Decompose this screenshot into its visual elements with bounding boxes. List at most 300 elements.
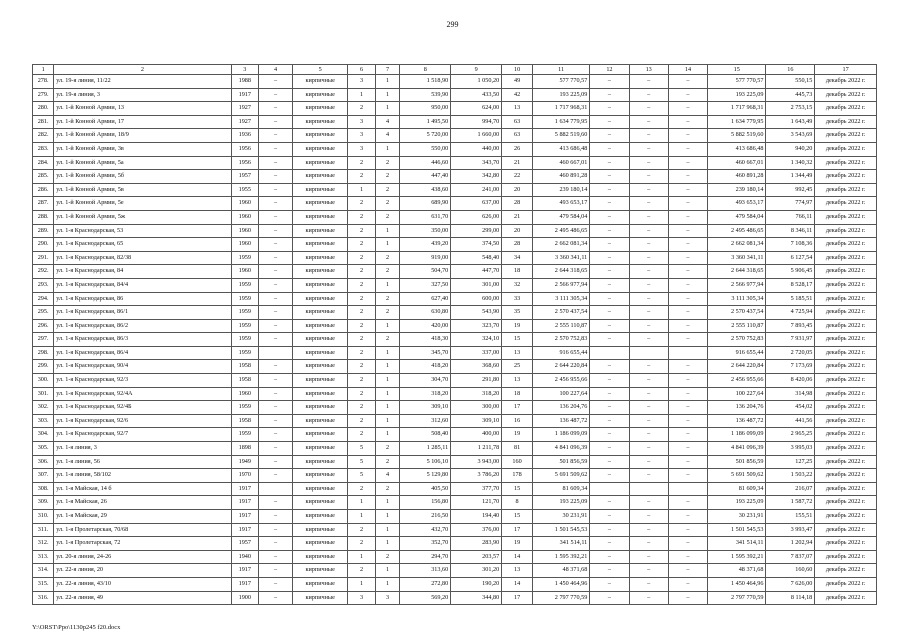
table-cell: 278. [33,75,54,89]
table-cell: 548,40 [451,251,502,265]
table-cell: – [590,115,629,129]
table-cell: 193 225,09 [532,88,589,102]
table-cell: 30 231,91 [532,510,589,524]
table-cell: декабрь 2022 г. [815,401,877,415]
table-cell: 281. [33,115,54,129]
table-cell: – [629,183,668,197]
table-cell: ул. 1-я Майская, 29 [54,510,231,524]
table-cell: 297. [33,333,54,347]
table-cell: 1898 [231,442,259,456]
table-cell: 288. [33,210,54,224]
table-cell: 2 495 486,65 [532,224,589,238]
table-cell: 631,70 [400,210,451,224]
table-cell: 1927 [231,102,259,116]
table-cell: 318,20 [451,387,502,401]
table-cell: ул. 1-я Краснодарская, 92/6 [54,414,231,428]
table-cell: ул. 1-й Конной Армии, 5ж [54,210,231,224]
table-cell: – [259,387,293,401]
table-cell: 302. [33,401,54,415]
table-cell: 1959 [231,278,259,292]
table-cell: декабрь 2022 г. [815,156,877,170]
table-cell: ул. 1-й Конной Армии, 3в [54,142,231,156]
table-cell: 2 [375,170,399,184]
table-row [33,564,877,578]
table-row [33,306,877,320]
table-cell: 1959 [231,292,259,306]
table-cell: 239 180,14 [708,183,766,197]
table-cell: 441,56 [766,414,815,428]
table-cell: 337,00 [451,346,502,360]
table-cell: декабрь 2022 г. [815,142,877,156]
table-cell: – [629,455,668,469]
table-cell: 301,00 [451,278,502,292]
table-row [33,197,877,211]
table-cell: кирпичные [293,591,348,605]
table-cell: 994,70 [451,115,502,129]
table-row [33,88,877,102]
table-cell: 2 [375,251,399,265]
table-cell: 194,40 [451,510,502,524]
table-cell: 1 518,90 [400,75,451,89]
table-cell: – [629,88,668,102]
table-cell: 300. [33,374,54,388]
table-cell: ул. 1-я Краснодарская, 92/4Б [54,401,231,415]
table-cell: кирпичные [293,482,348,496]
table-cell: 341 514,11 [532,537,589,551]
table-cell: ул. 1-я Краснодарская, 65 [54,238,231,252]
table-cell: 1959 [231,333,259,347]
table-cell: 345,70 [400,346,451,360]
table-cell: 20 [502,183,533,197]
column-header: 13 [629,65,668,75]
table-cell: 543,90 [451,306,502,320]
table-cell: 1940 [231,550,259,564]
table-cell: 3 995,03 [766,442,815,456]
table-cell: 1958 [231,374,259,388]
table-row [33,183,877,197]
table-cell: 1 050,20 [451,75,502,89]
table-cell: ул. 1-я линия, 56 [54,455,231,469]
table-cell: 3 786,20 [451,469,502,483]
table-cell: 155,51 [766,510,815,524]
table-cell: 17 [502,591,533,605]
column-header: 2 [54,65,231,75]
table-row [33,469,877,483]
table-cell: 1 [375,387,399,401]
table-cell: 18 [502,265,533,279]
table-cell: – [629,496,668,510]
table-cell: – [259,278,293,292]
table-cell: 600,00 [451,292,502,306]
table-cell: – [668,510,707,524]
table-cell: – [668,442,707,456]
table-cell: 203,57 [451,550,502,564]
table-cell: кирпичные [293,496,348,510]
table-cell: 2 [348,414,376,428]
table-cell: кирпичные [293,115,348,129]
table-cell: 2 [375,183,399,197]
table-cell: – [668,115,707,129]
table-cell: 100 227,64 [708,387,766,401]
table-cell: – [668,550,707,564]
page-number: 299 [446,20,459,29]
table-cell: – [668,210,707,224]
table-cell: 48 371,68 [708,564,766,578]
column-header: 8 [400,65,451,75]
table-cell: 2 797 770,59 [532,591,589,605]
table-cell: – [259,75,293,89]
table-cell: – [668,360,707,374]
table-cell: – [629,374,668,388]
table-cell: 286. [33,183,54,197]
table-cell: 312,60 [400,414,451,428]
table-cell: – [668,170,707,184]
table-cell: 2 [348,306,376,320]
table-cell: – [590,564,629,578]
table-cell: кирпичные [293,360,348,374]
table-cell: – [259,292,293,306]
table-cell: 287. [33,197,54,211]
table-cell: 950,00 [400,102,451,116]
table-cell: – [668,537,707,551]
table-cell: – [668,469,707,483]
table-cell: 323,70 [451,319,502,333]
table-cell: 493 653,17 [532,197,589,211]
table-cell: 14 [502,550,533,564]
table-cell: 15 [502,333,533,347]
table-cell: 2 570 752,83 [532,333,589,347]
table-cell: – [590,156,629,170]
table-cell: – [590,469,629,483]
table-cell: кирпичные [293,319,348,333]
table-cell: 13 [502,102,533,116]
table-cell: 28 [502,238,533,252]
table-cell: кирпичные [293,333,348,347]
table-cell: 5 906,45 [766,265,815,279]
table-cell: 1956 [231,142,259,156]
table-cell: декабрь 2022 г. [815,224,877,238]
table-cell: 33 [502,292,533,306]
table-cell: 4 725,94 [766,306,815,320]
table-cell: кирпичные [293,537,348,551]
table-cell: 239 180,14 [532,183,589,197]
table-cell: – [668,278,707,292]
table-cell: 313,60 [400,564,451,578]
table-cell: 2 [348,374,376,388]
table-cell: 440,00 [451,142,502,156]
table-cell: 7 626,00 [766,577,815,591]
table-cell: 3 [348,75,376,89]
table-cell: 1 595 392,21 [532,550,589,564]
table-cell: 2 720,05 [766,346,815,360]
table-row [33,251,877,265]
table-cell: кирпичные [293,414,348,428]
table-cell: 368,60 [451,360,502,374]
table-cell: – [590,183,629,197]
table-cell: 1960 [231,224,259,238]
table-cell: – [590,210,629,224]
table-cell: декабрь 2022 г. [815,469,877,483]
table-cell: – [668,75,707,89]
table-cell: 63 [502,115,533,129]
table-cell [590,346,629,360]
table-cell: 1 186 099,09 [708,428,766,442]
table-cell: 577 770,57 [532,75,589,89]
table-cell: ул. 22-я линия, 49 [54,591,231,605]
table-cell: декабрь 2022 г. [815,238,877,252]
table-cell: 299,00 [451,224,502,238]
table-cell: 550,15 [766,75,815,89]
table-cell: 1960 [231,197,259,211]
table-cell: – [259,183,293,197]
table-cell: – [590,333,629,347]
table-cell: – [668,238,707,252]
table-cell: кирпичные [293,75,348,89]
table-cell: – [590,265,629,279]
table-cell: 193 225,09 [532,496,589,510]
table-cell: 376,00 [451,523,502,537]
table-cell [259,346,293,360]
table-cell: – [590,360,629,374]
table-cell: 2 662 081,34 [708,238,766,252]
table-cell: кирпичные [293,564,348,578]
table-cell: – [629,210,668,224]
table-cell: ул. 1-я Краснодарская, 84/4 [54,278,231,292]
table-cell: 311. [33,523,54,537]
table-cell: 190,20 [451,577,502,591]
table-cell: 508,40 [400,428,451,442]
table-cell: 445,73 [766,88,815,102]
table-cell: 2 [375,455,399,469]
table-cell: 294. [33,292,54,306]
table-cell: 136 204,76 [532,401,589,415]
table-cell: 2 [375,265,399,279]
table-cell: – [629,537,668,551]
table-cell: 1 495,50 [400,115,451,129]
table-cell: 3 111 305,34 [532,292,589,306]
table-cell: ул. 1-я Краснодарская, 92/7 [54,428,231,442]
table-cell: ул. 1-я Краснодарская, 90/4 [54,360,231,374]
table-cell: 4 841 096,39 [532,442,589,456]
table-cell: ул. 19-я линия, 3 [54,88,231,102]
table-cell: – [590,292,629,306]
table-cell: ул. 1-й Конной Армии, 18/9 [54,129,231,143]
table-cell: 5 106,10 [400,455,451,469]
table-row [33,210,877,224]
table-cell: ул. 1-й Конной Армии, 5е [54,197,231,211]
table-cell: кирпичные [293,428,348,442]
table-cell: 3 [348,115,376,129]
column-header: 17 [815,65,877,75]
table-row [33,265,877,279]
table-cell: 296. [33,319,54,333]
table-cell: декабрь 2022 г. [815,387,877,401]
table-cell: – [259,102,293,116]
table-cell: 1900 [231,591,259,605]
column-header: 14 [668,65,707,75]
table-cell: ул. 19-я линия, 11/22 [54,75,231,89]
table-cell: 301. [33,387,54,401]
table-cell: декабрь 2022 г. [815,88,877,102]
table-cell: 3 943,00 [451,455,502,469]
table-cell: – [590,278,629,292]
table-cell: 283,90 [451,537,502,551]
table-cell [668,346,707,360]
table-cell: декабрь 2022 г. [815,333,877,347]
table-cell: 2 [348,401,376,415]
table-cell: 447,40 [400,170,451,184]
table-cell: ул. 1-я Майская, 14 б [54,482,231,496]
table-cell: ул. 1-я Краснодарская, 86/3 [54,333,231,347]
table-cell: 624,00 [451,102,502,116]
table-cell: 2 [348,537,376,551]
table-cell: декабрь 2022 г. [815,170,877,184]
table-cell: кирпичные [293,292,348,306]
table-cell: 4 [375,129,399,143]
table-cell: 25 [502,360,533,374]
table-cell: 2 [375,333,399,347]
table-cell: – [259,496,293,510]
table-cell: – [668,564,707,578]
table-cell: – [259,170,293,184]
table-cell: 1 [375,401,399,415]
table-cell: 81 [502,442,533,456]
table-cell: 301,20 [451,564,502,578]
table-cell: 2 [375,210,399,224]
table-cell: – [259,577,293,591]
table-cell: 2 [348,265,376,279]
table-cell: ул. 1-я Краснодарская, 92/4А [54,387,231,401]
table-cell: – [668,88,707,102]
table-cell: 7 108,36 [766,238,815,252]
table-cell: 460 891,28 [532,170,589,184]
table-cell: 305. [33,442,54,456]
table-cell: – [590,387,629,401]
table-cell: 2 965,25 [766,428,815,442]
table-cell: 1960 [231,387,259,401]
table-cell: – [259,591,293,605]
table-cell: 2 [348,156,376,170]
table-cell: – [259,510,293,524]
table-cell: 81 609,34 [532,482,589,496]
table-cell: – [259,442,293,456]
table-cell: ул. 1-я Краснодарская, 86 [54,292,231,306]
table-row [33,224,877,238]
table-cell: 2 [375,306,399,320]
column-header: 3 [231,65,259,75]
table-cell: 1 [375,523,399,537]
table-cell: – [590,129,629,143]
table-cell: 438,60 [400,183,451,197]
table-cell: 3 111 305,34 [708,292,766,306]
table-cell: 81 609,34 [708,482,766,496]
table-cell: 1 [375,75,399,89]
table-cell: – [629,550,668,564]
table-cell: – [590,442,629,456]
table-cell: 2 [348,564,376,578]
table-cell: кирпичные [293,183,348,197]
table-cell: – [629,523,668,537]
table-cell: 303. [33,414,54,428]
table-cell: декабрь 2022 г. [815,428,877,442]
table-cell: – [590,428,629,442]
table-cell: 432,70 [400,523,451,537]
table-cell: – [629,197,668,211]
table-cell: – [668,197,707,211]
table-cell: – [590,224,629,238]
table-cell: кирпичные [293,102,348,116]
table-cell: 418,20 [400,360,451,374]
table-row [33,428,877,442]
table-cell: 627,40 [400,292,451,306]
table-cell: – [259,251,293,265]
table-cell: 1 [375,577,399,591]
table-cell: – [668,455,707,469]
table-cell: 127,25 [766,455,815,469]
table-cell: декабрь 2022 г. [815,306,877,320]
table-row [33,75,877,89]
table-cell: – [629,564,668,578]
table-cell: 1 [348,88,376,102]
table-cell: 637,00 [451,197,502,211]
table-row [33,550,877,564]
table-cell: 2 555 110,87 [708,319,766,333]
column-header: 15 [708,65,766,75]
table-cell: – [259,401,293,415]
table-cell: 283. [33,142,54,156]
table-cell: – [259,374,293,388]
table-cell: 1 [375,142,399,156]
table-cell: – [590,537,629,551]
table-cell: декабрь 2022 г. [815,210,877,224]
table-cell: – [668,374,707,388]
table-cell: кирпичные [293,251,348,265]
table-cell: 3 360 341,11 [708,251,766,265]
table-cell: 48 371,68 [532,564,589,578]
table-cell: 2 [348,251,376,265]
table-cell: декабрь 2022 г. [815,510,877,524]
table-cell: 1988 [231,75,259,89]
table-cell: 2 [348,292,376,306]
table-cell: кирпичные [293,523,348,537]
table-cell: 352,70 [400,537,451,551]
table-cell: 940,20 [766,142,815,156]
table-cell: 577 770,57 [708,75,766,89]
table-cell: 1 [348,183,376,197]
table-cell: ул. 1-я Пролетарская, 70/68 [54,523,231,537]
table-cell: 8 [502,496,533,510]
table-cell: 350,00 [400,224,451,238]
table-cell: – [590,577,629,591]
table-cell: 63 [502,129,533,143]
table-cell: 2 662 081,34 [532,238,589,252]
table-cell: – [259,414,293,428]
table-cell: кирпичные [293,88,348,102]
table-row [33,292,877,306]
table-row [33,537,877,551]
table-cell: 34 [502,251,533,265]
table-cell: ул. 1-я Майская, 26 [54,496,231,510]
table-cell: 1 [375,374,399,388]
table-cell: 447,70 [451,265,502,279]
table-cell: 344,80 [451,591,502,605]
table-cell: 309. [33,496,54,510]
table-cell: 2 456 955,66 [708,374,766,388]
table-cell: 1 340,32 [766,156,815,170]
table-cell: декабрь 2022 г. [815,577,877,591]
table-cell: 15 [502,510,533,524]
table-cell: – [590,102,629,116]
